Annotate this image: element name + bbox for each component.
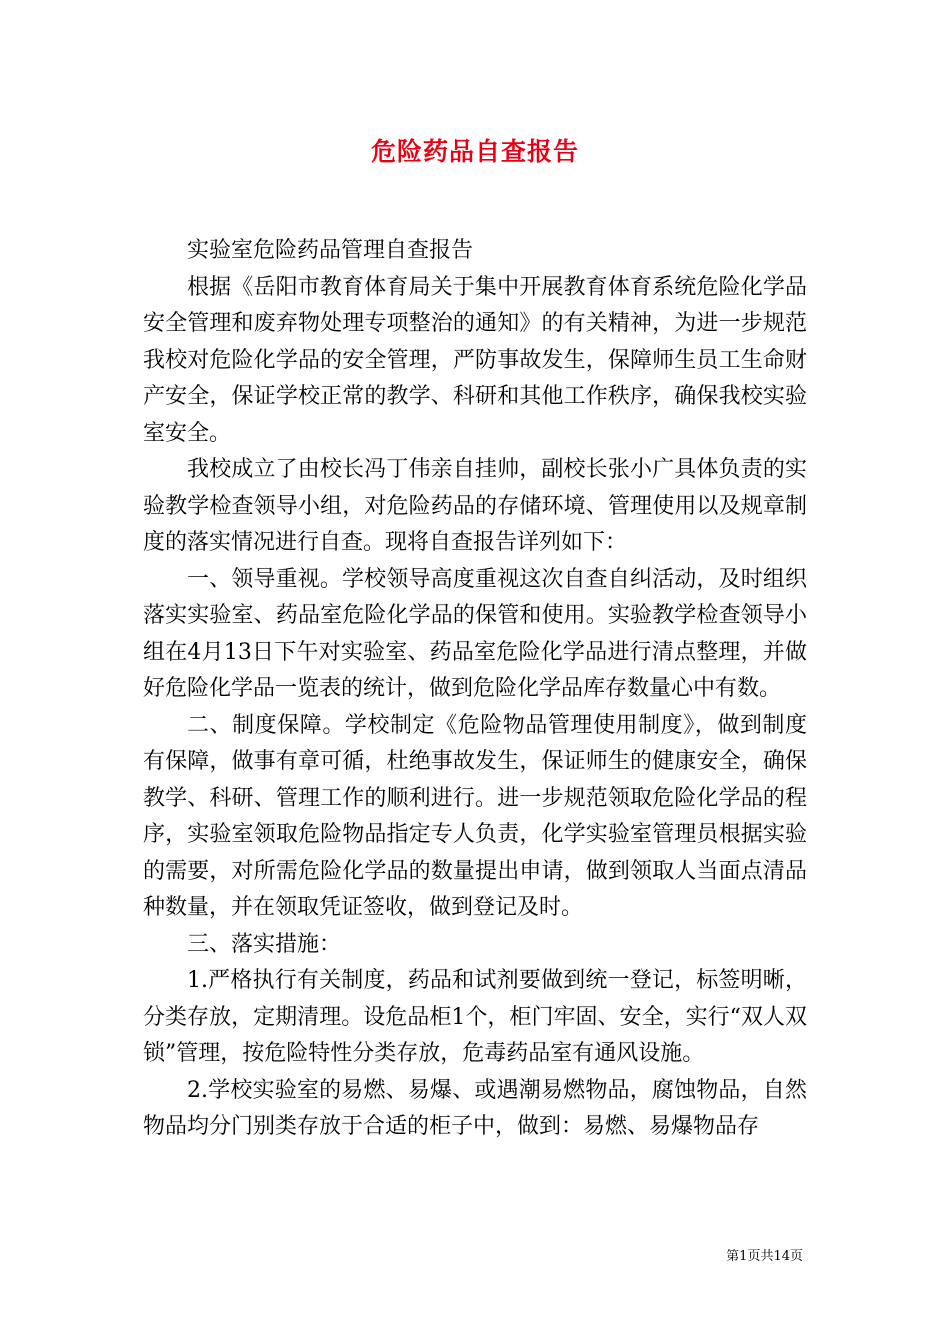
paragraph-measure-1: 1.严格执行有关制度，药品和试剂要做到统一登记，标签明晰，分类存放，定期清理。设危品柜1个，柜门牢固、安全，实行“双人双锁”管理，按危险特性分类存放，危毒药品室有通风设施。	[143, 968, 807, 1066]
page-number: 第1页共14页	[726, 1249, 803, 1264]
paragraph-measure-2: 2.学校实验室的易燃、易爆、或遇潮易燃物品，腐蚀物品，自然物品均分门别类存放于合适的柜子中，做到：易燃、易爆物品存	[143, 1077, 807, 1139]
paragraph-measures-heading: 三、落实措施：	[187, 931, 342, 957]
paragraph-team: 我校成立了由校长冯丁伟亲自挂帅，副校长张小广具体负责的实验教学检查领导小组，对危险药品的存储环境、管理使用以及规章制度的落实情况进行自查。现将自查报告详列如下：	[143, 457, 807, 555]
document-title: 危险药品自查报告	[370, 137, 579, 166]
paragraph-system: 二、制度保障。学校制定《危险物品管理使用制度》，做到制度有保障，做事有章可循，杜绝事故发生，保证师生的健康安全，确保教学、科研、管理工作的顺利进行。进一步规范领取危险化学品的程序，实验室领取危险物品指定专人负责，化学实验室管理员根据实验的需要，对所需危险化学品的数量提出申请，做到领取人当面点清品种数量，并在领取凭证签收，做到登记及时。	[143, 712, 807, 920]
paragraph-leadership: 一、领导重视。学校领导高度重视这次自查自纠活动，及时组织落实实验室、药品室危险化学品的保管和使用。实验教学检查领导小组在4月13日下午对实验室、药品室危险化学品进行清点整理，并做好危险化学品一览表的统计，做到危险化学品库存数量心中有数。	[143, 566, 807, 701]
paragraph-intro: 根据《岳阳市教育体育局关于集中开展教育体育系统危险化学品安全管理和废弃物处理专项整治的通知》的有关精神，为进一步规范我校对危险化学品的安全管理，严防事故发生，保障师生员工生命财产安全，保证学校正常的教学、科研和其他工作秩序，确保我校实验室安全。	[143, 274, 807, 446]
paragraph-subtitle: 实验室危险药品管理自查报告	[187, 238, 474, 263]
document-body	[143, 233, 807, 1146]
